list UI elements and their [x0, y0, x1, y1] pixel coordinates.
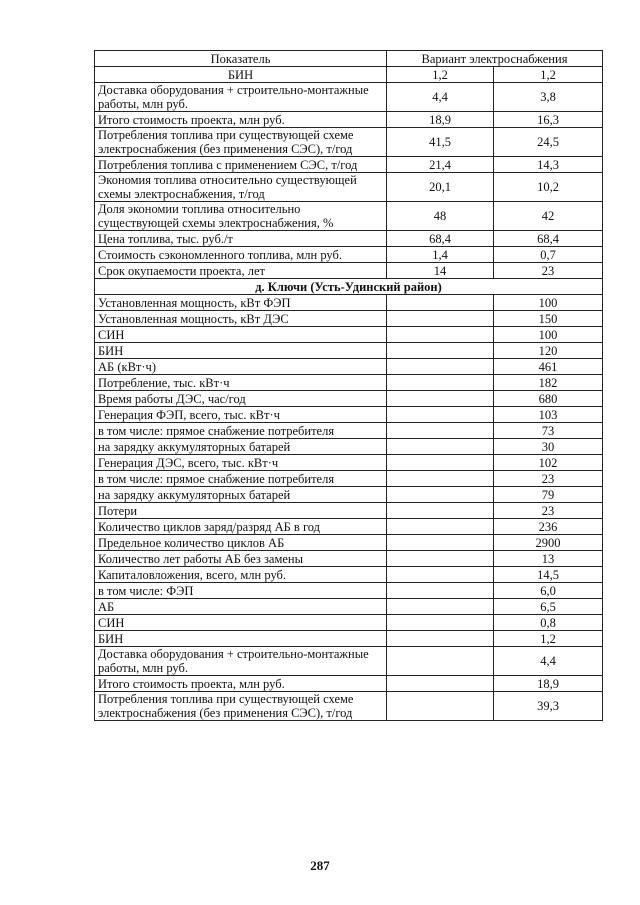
value-variant-2: 10,2: [494, 173, 603, 202]
value-variant-1: [387, 295, 494, 311]
table-row: [95, 128, 603, 157]
row-label: АБ: [95, 599, 387, 615]
table-row: [95, 359, 603, 375]
table-row: [95, 423, 603, 439]
table-row: [95, 263, 603, 279]
row-label: Потребления топлива с применением СЭС, т/год: [95, 157, 387, 173]
value-variant-2: 23: [494, 263, 603, 279]
value-variant-1: [387, 519, 494, 535]
table-row: [95, 692, 603, 721]
value-variant-2: 13: [494, 551, 603, 567]
section-title: д. Ключи (Усть-Удинский район): [95, 279, 603, 295]
table-row: [95, 567, 603, 583]
table-row: [95, 157, 603, 173]
table-row: [95, 583, 603, 599]
value-variant-2: 6,0: [494, 583, 603, 599]
value-variant-2: 23: [494, 503, 603, 519]
value-variant-2: 0,7: [494, 247, 603, 263]
row-label: Установленная мощность, кВт ДЭС: [95, 311, 387, 327]
table-row: [95, 343, 603, 359]
value-variant-2: 79: [494, 487, 603, 503]
table-row: [95, 311, 603, 327]
value-variant-2: 68,4: [494, 231, 603, 247]
row-label: Итого стоимость проекта, млн руб.: [95, 112, 387, 128]
table-row: [95, 647, 603, 676]
row-label: Цена топлива, тыс. руб./т: [95, 231, 387, 247]
value-variant-1: [387, 676, 494, 692]
row-label: Потери: [95, 503, 387, 519]
value-variant-1: [387, 407, 494, 423]
value-variant-2: 150: [494, 311, 603, 327]
table-row: [95, 631, 603, 647]
value-variant-1: [387, 327, 494, 343]
table-row: [95, 247, 603, 263]
table-row: [95, 202, 603, 231]
header-indicator: Показатель: [95, 51, 387, 67]
table-row: [95, 391, 603, 407]
value-variant-2: 100: [494, 295, 603, 311]
row-label: Установленная мощность, кВт ФЭП: [95, 295, 387, 311]
value-variant-2: 102: [494, 455, 603, 471]
value-variant-2: 30: [494, 439, 603, 455]
value-variant-1: 20,1: [387, 173, 494, 202]
table-header-row: [95, 51, 603, 67]
table-row: [95, 615, 603, 631]
table-row: [95, 676, 603, 692]
row-label: Предельное количество циклов АБ: [95, 535, 387, 551]
value-variant-1: 41,5: [387, 128, 494, 157]
value-variant-1: [387, 615, 494, 631]
value-variant-2: 24,5: [494, 128, 603, 157]
table-row: [95, 173, 603, 202]
table-row: [95, 487, 603, 503]
value-variant-1: [387, 423, 494, 439]
value-variant-2: 73: [494, 423, 603, 439]
value-variant-1: [387, 439, 494, 455]
value-variant-1: 4,4: [387, 83, 494, 112]
value-variant-2: 2900: [494, 535, 603, 551]
table-row: [95, 503, 603, 519]
row-label: Доля экономии топлива относительно существующей схемы электроснабжения, %: [95, 202, 387, 231]
table-row: [95, 471, 603, 487]
table-row: [95, 455, 603, 471]
value-variant-2: 39,3: [494, 692, 603, 721]
row-label: Генерация ФЭП, всего, тыс. кВт·ч: [95, 407, 387, 423]
value-variant-1: [387, 631, 494, 647]
value-variant-1: [387, 567, 494, 583]
value-variant-2: 100: [494, 327, 603, 343]
value-variant-2: 4,4: [494, 647, 603, 676]
table-row: [95, 327, 603, 343]
row-label: Итого стоимость проекта, млн руб.: [95, 676, 387, 692]
value-variant-1: [387, 599, 494, 615]
table-row: [95, 83, 603, 112]
value-variant-1: 48: [387, 202, 494, 231]
value-variant-1: [387, 487, 494, 503]
row-label: на зарядку аккумуляторных батарей: [95, 487, 387, 503]
value-variant-1: 21,4: [387, 157, 494, 173]
value-variant-1: [387, 391, 494, 407]
row-label: Стоимость сэкономленного топлива, млн руб.: [95, 247, 387, 263]
table-row: [95, 599, 603, 615]
table-row: [95, 535, 603, 551]
value-variant-1: 68,4: [387, 231, 494, 247]
value-variant-1: [387, 647, 494, 676]
table-row: [95, 112, 603, 128]
row-label: Количество лет работы АБ без замены: [95, 551, 387, 567]
row-label: БИН: [95, 631, 387, 647]
row-label: БИН: [95, 343, 387, 359]
table-row: [95, 231, 603, 247]
row-label: Капиталовложения, всего, млн руб.: [95, 567, 387, 583]
row-label: Потребления топлива при существующей схеме электроснабжения (без применения СЭС), т/год: [95, 692, 387, 721]
header-variant: Вариант электроснабжения: [387, 51, 603, 67]
value-variant-1: [387, 551, 494, 567]
value-variant-2: 103: [494, 407, 603, 423]
value-variant-2: 680: [494, 391, 603, 407]
table-row: [95, 519, 603, 535]
row-label: СИН: [95, 327, 387, 343]
value-variant-1: [387, 692, 494, 721]
row-label: Экономия топлива относительно существующей схемы электроснабжения, т/год: [95, 173, 387, 202]
value-variant-2: 236: [494, 519, 603, 535]
value-variant-1: [387, 535, 494, 551]
value-variant-2: 0,8: [494, 615, 603, 631]
value-variant-2: 1,2: [494, 67, 603, 83]
value-variant-1: 1,2: [387, 67, 494, 83]
value-variant-1: [387, 375, 494, 391]
value-variant-1: [387, 311, 494, 327]
row-label: Генерация ДЭС, всего, тыс. кВт·ч: [95, 455, 387, 471]
table-row: [95, 67, 603, 83]
value-variant-2: 120: [494, 343, 603, 359]
row-label: Потребления топлива при существующей схеме электроснабжения (без применения СЭС), т/год: [95, 128, 387, 157]
value-variant-1: [387, 455, 494, 471]
row-label: в том числе: ФЭП: [95, 583, 387, 599]
value-variant-2: 1,2: [494, 631, 603, 647]
value-variant-2: 3,8: [494, 83, 603, 112]
value-variant-1: [387, 359, 494, 375]
value-variant-2: 182: [494, 375, 603, 391]
value-variant-2: 461: [494, 359, 603, 375]
value-variant-1: 14: [387, 263, 494, 279]
row-label: Количество циклов заряд/разряд АБ в год: [95, 519, 387, 535]
row-label: в том числе: прямое снабжение потребителя: [95, 471, 387, 487]
data-table: [94, 50, 603, 721]
value-variant-2: 23: [494, 471, 603, 487]
row-label: Время работы ДЭС, час/год: [95, 391, 387, 407]
value-variant-2: 6,5: [494, 599, 603, 615]
table-row: [95, 439, 603, 455]
row-label: Потребление, тыс. кВт·ч: [95, 375, 387, 391]
row-label: Срок окупаемости проекта, лет: [95, 263, 387, 279]
value-variant-2: 14,5: [494, 567, 603, 583]
row-label: Доставка оборудования + строительно-монтажные работы, млн руб.: [95, 647, 387, 676]
value-variant-2: 18,9: [494, 676, 603, 692]
value-variant-2: 14,3: [494, 157, 603, 173]
page-number: 287: [310, 858, 330, 873]
row-label: АБ (кВт·ч): [95, 359, 387, 375]
table-row: [95, 551, 603, 567]
value-variant-1: 18,9: [387, 112, 494, 128]
value-variant-2: 16,3: [494, 112, 603, 128]
value-variant-2: 42: [494, 202, 603, 231]
value-variant-1: [387, 343, 494, 359]
table-row: [95, 407, 603, 423]
value-variant-1: [387, 503, 494, 519]
value-variant-1: [387, 471, 494, 487]
table-row: [95, 295, 603, 311]
row-label: БИН: [95, 67, 387, 83]
section-row: [95, 279, 603, 295]
row-label: СИН: [95, 615, 387, 631]
value-variant-1: [387, 583, 494, 599]
row-label: в том числе: прямое снабжение потребителя: [95, 423, 387, 439]
table-row: [95, 375, 603, 391]
row-label: Доставка оборудования + строительно-монтажные работы, млн руб.: [95, 83, 387, 112]
value-variant-1: 1,4: [387, 247, 494, 263]
row-label: на зарядку аккумуляторных батарей: [95, 439, 387, 455]
